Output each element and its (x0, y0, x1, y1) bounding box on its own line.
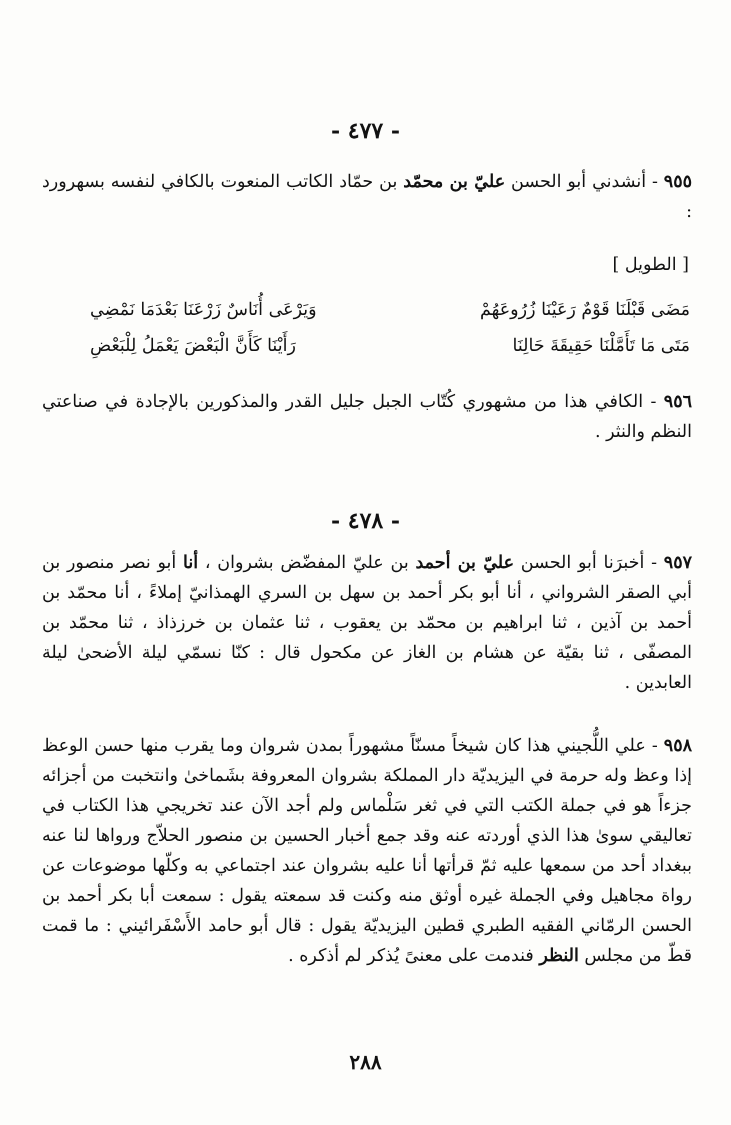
poetic-meter-label: [ الطويل ] (612, 255, 689, 275)
entry-number: ٩٥٧ (663, 553, 692, 573)
entry-bold-name: عليّ بن محمّد (403, 172, 506, 192)
verse-first-hemistich: مَضَى قَبْلَنَا قَوْمٌ رَعَيْنَا زُرُوعَهُمْ (480, 300, 690, 320)
entry-text: - علي اللُّجيني هذا كان شيخاً مسنّاً مشهوراً بمدن شروان وما يقرب منها حسن الوعظ إذا وعظ وله حرمة في اليزيديّة دار المملكة بشروان المعروفة بشَماخىٰ وانتخبت من أجزائه جزءاً هو في جملة الكتب التي في ثغر سَلْماس ولم أجد الآن عند تخريجي هذا الكتاب في تعاليقي سوىٰ هذا الذي أوردته عنه وقد جمع أخبار الحسين بن منصور الحلاّج ورواها لنا عنه ببغداد أحد من سمعها عليه ثمّ قرأتها أنا عليه بشروان عند اجتماعي به وكلّها موضوعات عن رواة مجاهيل وفي الجملة غيره أوثق منه وكنت قد سمعته يقول : سمعت أبا بكر أحمد بن الحسن الرمّاني الفقيه الطبري قطين اليزيديّة يقول : قال أبو حامد الأَسْفَرائيني : ما قمت قطّ من مجلس (42, 736, 692, 966)
entry-text: - أنشدني أبو الحسن (505, 172, 664, 192)
entry-text: فندمت على معنىً يُذكر لم أذكره . (288, 946, 540, 966)
entry-958 (42, 731, 692, 971)
entry-text: - أخبرَنا أبو الحسن (514, 553, 664, 573)
entry-956 (42, 387, 692, 447)
verse-second-hemistich: وَيَرْعَى أُنَاسٌ زَرْعَنَا بَعْدَمَا نَمْضِي (90, 300, 317, 320)
entry-text: - الكافي هذا من مشهوري كُتّاب الجبل جليل القدر والمذكورين بالإجادة في صناعتي النظم والنثر . (42, 392, 692, 442)
entry-957 (42, 548, 692, 698)
verse-second-hemistich: رَأَيْنَا كَأَنَّ الْبَعْضَ يَعْمَلُ لِلْبَعْضِ (90, 336, 296, 356)
entry-text: بن حمّاد الكاتب المنعوت بالكافي لنفسه بسهرورد : (42, 172, 692, 222)
entry-bold-word: النظر (539, 946, 579, 966)
verse-first-hemistich: مَتَى مَا تَأَمَّلْنَا حَقِيقَةَ حَالِنَا (512, 336, 690, 356)
section-heading: - ٤٧٨ - (330, 508, 401, 534)
entry-text: بن عليّ المفضّض بشروان ، (198, 553, 416, 573)
section-heading: - ٤٧٧ - (330, 118, 401, 144)
entry-bold-name: عليّ بن أحمد (415, 553, 515, 573)
verse-line (90, 336, 690, 366)
entry-number: ٩٥٨ (663, 736, 692, 756)
page-number: ٢٨٨ (349, 1050, 382, 1074)
entry-number: ٩٥٥ (663, 172, 692, 192)
entry-text: أبو نصر منصور بن أبي الصقر الشرواني ، أنا أبو بكر أحمد بن سهل بن السري الهمذانيّ إملاءً ، أنا محمّد بن أحمد بن آذين ، ثنا ابراهيم بن محمّد بن يعقوب ، ثنا عثمان بن خرزذاذ ، ثنا محمّد بن المصفّى ، ثنا بقيّة عن هشام بن الغاز عن مكحول قال : كنّا نسمّي ليلة الأضحىٰ ليلة العابدين . (42, 553, 692, 693)
entry-955 (42, 167, 692, 227)
entry-number: ٩٥٦ (663, 392, 692, 412)
entry-bold-word: أنا (183, 553, 199, 573)
verse-line (90, 300, 690, 330)
